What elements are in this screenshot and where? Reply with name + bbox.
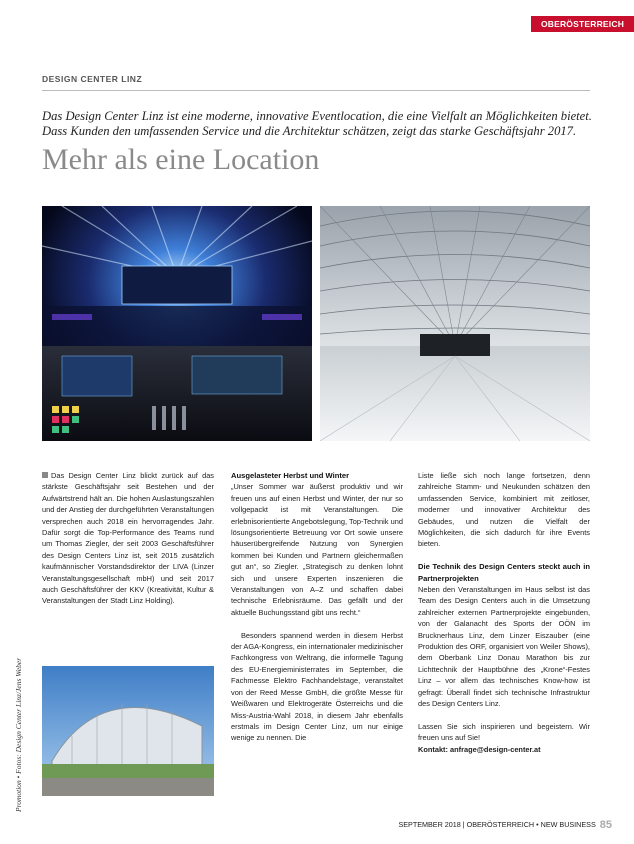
headline: Mehr als eine Location — [42, 143, 320, 176]
event-stage-photo — [42, 206, 312, 441]
paragraph: Das Design Center Linz blickt zurück auf das stärkste Geschäftsjahr seit Bestehen und der Aufwärtstrend hält an. Die hohen Auslastungszahlen und der Anstieg der durchgeführten Veranstaltungen versprechen auch 2018 ein hervorragendes Jahr. Dafür sorgt die Top-Performance des Teams rund um Thomas Ziegler, der seit 2003 Geschäftsführer des Design Centers Linz ist, seit 2015 zusätzlich kaufmännischer Vorstandsdirektor der LIVA (Linzer Veranstaltungsgesellschaft mbH) und seit 2017 auch Geschäftsführer der KKV (Kreativität, Kultur & Veranstaltungen der Stadt Linz Holding). — [42, 471, 214, 606]
paragraph: Liste ließe sich noch lange fortsetzen, denn zahlreiche Stamm- und Neukunden schätzen den umfassenden Service, kombiniert mit zeitloser, moderner und innovativer Architektur des Gebäudes, und nutzen die Vielfalt der Möglichkeiten, die sich dadurch für ihre Events bieten. — [418, 471, 590, 549]
footer-text: SEPTEMBER 2018 | OBERÖSTERREICH • NEW BUSINESS — [398, 820, 596, 829]
paragraph-marker-icon — [42, 472, 48, 478]
building-exterior-photo — [42, 666, 214, 796]
page-number: 85 — [599, 819, 612, 831]
paragraph: Besonders spannend werden in diesem Herbst der AGA-Kongress, ein internationaler medizinischer Fachkongress von Weltrang, die informelle Tagung des EU-Energieministerrates im September, die Fachmesse Elektro Fachhandelstage, veranstaltet von der Reed Messe GmbH, die größte Messe für Weißwaren und Elektrogeräte Österreichs und die Miss-Austria-Wahl 2018, in diesem Jahr ebenfalls erstmals im Design Center Linz, um nur einige wenige zu nennen. Die — [231, 630, 403, 743]
text-column-2 — [231, 470, 403, 755]
lead-paragraph: Das Design Center Linz ist eine moderne, innovative Eventlocation, die eine Vielfalt an Möglichkeiten bietet. Dass Kunden den umfassenden Service und die Architektur schätzen, zeigt das starke Geschäftsjahr 2017. — [42, 109, 592, 138]
section-label: DESIGN CENTER LINZ — [42, 74, 143, 84]
region-tag: OBERÖSTERREICH — [531, 16, 634, 32]
page-footer — [398, 819, 612, 831]
closing-line: Lassen Sie sich inspirieren und begeistern. Wir freuen uns auf Sie! — [418, 721, 590, 743]
subheading: Ausgelasteter Herbst und Winter — [231, 471, 350, 480]
text-column-3 — [418, 470, 590, 755]
photo-credit: Promotion • Fotos: Design Center Linz/Jens Weber — [14, 657, 23, 812]
divider — [42, 90, 590, 91]
text-column-1 — [42, 470, 214, 618]
contact-email[interactable]: Kontakt: anfrage@design-center.at — [418, 744, 541, 754]
exhibition-hall-photo — [320, 206, 590, 441]
subheading: Die Technik des Design Centers steckt auch in Partnerprojekten — [418, 562, 590, 583]
paragraph: „Unser Sommer war äußerst produktiv und wir freuen uns auf einen Herbst und Winter, der nur so vollgepackt ist mit Veranstaltungen. Die erlebnisorientierte Angebotslegung, Top-Technik und lösungsorientierte Betreuung vor Ort sowie unsere häuserübergreifende Nutzung von Synergien kommen bei Kunden und Partnern gleichermaßen gut an“, so Ziegler. „Strategisch zu denken lohnt sich und unsere Experten inszenieren die Veranstaltungen von A–Z und schaffen dabei technische Erlebnisräume. Das gefällt und der aktuelle Buchungsstand gibt uns recht.“ — [231, 482, 403, 617]
paragraph: Neben den Veranstaltungen im Haus selbst ist das Team des Design Centers auch in die Umsetzung zahlreicher externen Partnerprojekte eingebunden, von der Galanacht des Sports der OÖN im Brucknerhaus Linz, dem Linzer Eiszauber (eine Produktion des ORF, organisiert von Weiler Shows), dem Oberbank Linz Donau Marathon bis zur Lichttechnik der Hauptbühne des „Krone“-Festes Linz – vor allem das technisches Know-how ist gefragt: Überall findet sich technische Infrastruktur des Design Centers Linz. — [418, 585, 590, 709]
